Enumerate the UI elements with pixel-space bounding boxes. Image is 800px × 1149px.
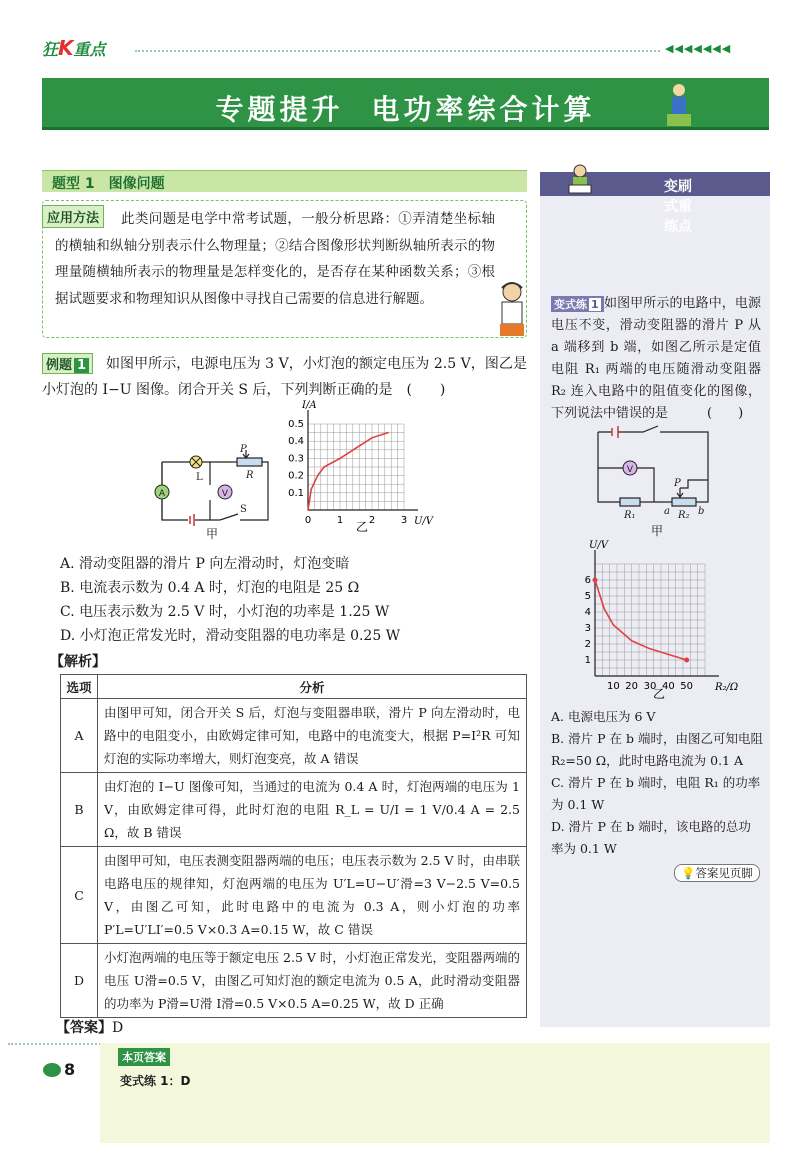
answer: 【答案】D	[56, 1020, 124, 1036]
y-tick-label: 0.1	[288, 487, 304, 499]
page-answers-title: 本页答案	[118, 1048, 170, 1066]
fig-jia-caption: 甲	[206, 527, 219, 541]
student-reading-icon	[565, 163, 595, 195]
lamp-label: L	[196, 472, 203, 483]
example-label: 例题 1	[42, 353, 93, 374]
y-axis-label: U/V	[589, 540, 609, 551]
table-row	[61, 699, 527, 773]
data-point	[387, 432, 389, 434]
iu-chart	[280, 396, 440, 536]
data-point	[668, 654, 670, 656]
page-answers-panel	[100, 1043, 770, 1143]
start-point	[593, 578, 598, 583]
data-point	[649, 648, 651, 650]
footer-divider	[8, 1043, 108, 1045]
data-point	[613, 624, 615, 626]
variant-label: 变式练 1	[551, 296, 604, 312]
header-arrows: ◀◀◀◀◀◀◀	[665, 42, 732, 55]
page-title: 专题提升 电功率综合计算	[215, 93, 596, 126]
y-tick-label: 3	[584, 623, 591, 634]
student-figure-icon	[659, 80, 699, 128]
x-tick-label: 30	[643, 681, 657, 692]
data-point	[371, 437, 373, 439]
switch-label: S	[240, 504, 247, 515]
slider-label: P	[240, 444, 247, 455]
option-a: A. 滑动变阻器的滑片 P 向左滑动时，灯泡变暗	[60, 556, 350, 572]
option-c: C. 电压表示数为 2.5 V 时，小灯泡的功率是 1.25 W	[60, 604, 390, 620]
lightbulb-icon: 💡	[681, 866, 696, 880]
data-point	[317, 475, 319, 477]
end-b-label: b	[698, 506, 705, 517]
side-fig-jia-caption: 甲	[651, 524, 664, 538]
variant-question: 如图甲所示的电路中，电源电压不变，滑动变阻器的滑片 P 从 a 端移到 b 端，如图乙所示是定值电阻 R₁ 两端的电压随滑动变阻器 R₂ 连入电路中的阻值变化的图像，下列说法中错误的是 ( )	[551, 296, 761, 421]
example-options	[60, 552, 530, 648]
data-point	[323, 466, 325, 468]
option-b: B. 电流表示数为 0.4 A 时，灯泡的电阻是 25 Ω	[60, 580, 360, 596]
y-tick-label: 4	[584, 607, 591, 618]
thinking-scientist-icon	[490, 278, 535, 338]
chart-caption: 乙	[652, 687, 666, 700]
header-divider	[135, 50, 660, 52]
variant-option-d: D. 滑片 P 在 b 端时，该电路的总功率为 0.1 W	[551, 819, 751, 856]
variant-panel-header: 变式练 刷重点	[540, 172, 770, 196]
rheostat-label: R	[246, 470, 254, 481]
circuit-diagram-jia	[150, 440, 275, 530]
variant-option-c: C. 滑片 P 在 b 端时，电阻 R₁ 的功率为 0.1 W	[551, 775, 761, 812]
voltmeter-label: V	[221, 489, 229, 499]
side-voltmeter-label: V	[626, 465, 634, 475]
method-text: 此类问题是电学中常考试题，一般分析思路：①弄清楚坐标轴的横轴和纵轴分别表示什么物理量；②结合图像形状判断纵轴所表示的物理量随横轴所表示的物理量是怎样变化的，是否存在某种函数关系；③根据试题要求和物理知识从图像中寻找自己需要的信息进行解题。	[55, 211, 495, 307]
title-banner	[42, 78, 769, 130]
x-tick-label: 0	[304, 515, 312, 526]
page-number: 8	[64, 1060, 76, 1079]
analysis-heading: 【解析】	[50, 654, 106, 670]
row-option: A	[61, 699, 98, 773]
chart-caption: 乙	[355, 520, 369, 534]
example-question: 如图甲所示，电源电压为 3 V，小灯泡的额定电压为 2.5 V，图乙是小灯泡的 I−U 图像。闭合开关 S 后，下列判断正确的是 ( )	[42, 356, 527, 398]
x-tick-label: 10	[606, 681, 620, 692]
col-option-header: 选项	[61, 675, 98, 699]
y-tick-label: 5	[584, 591, 591, 602]
x-axis-label: U/V	[414, 516, 434, 527]
y-tick-label: 0.4	[288, 436, 304, 448]
topic-bar: 题型 1 图像问题	[42, 170, 527, 192]
x-axis-label: R₂/Ω	[715, 682, 739, 693]
x-tick-label: 40	[661, 681, 675, 692]
answer-footnote-link[interactable]: 💡答案见页脚	[674, 864, 760, 882]
analysis-table	[60, 674, 527, 1018]
side-slider-label: P	[674, 478, 681, 489]
x-tick-label: 50	[680, 681, 694, 692]
chart-grid	[308, 424, 404, 510]
page-answers-text: 变式练 1：D	[120, 1074, 191, 1088]
table-row	[61, 773, 527, 847]
y-axis-label: I/A	[302, 400, 317, 411]
y-tick-label: 1	[584, 655, 591, 666]
end-a-label: a	[664, 506, 670, 517]
y-tick-label: 0.2	[288, 470, 304, 482]
data-point	[339, 458, 341, 460]
ur2-chart	[575, 540, 755, 700]
row-analysis: 由图甲可知，闭合开关 S 后，灯泡与变阻器串联，滑片 P 向左滑动时，电路中的电阻变小，由欧姆定律可知，电路中的电流变大，根据 P=I²R 可知灯泡的实际功率增大，则灯泡变亮，故 A 错误	[98, 699, 527, 773]
series-line	[308, 433, 388, 510]
row-option: D	[61, 944, 98, 1018]
row-analysis: 由图甲可知，电压表测变阻器两端的电压；电压表示数为 2.5 V 时，由串联电路电压的规律知，灯泡两端的电压为 U′L=U−U′滑=3 V−2.5 V=0.5 V，由图乙可知，此时电路中的电流为 0.3 A，则小灯泡的功率 P′L=U′LI′=0.5 V×0.3 A=0.15 W，故 C 错误	[98, 847, 527, 944]
method-label: 应用方法	[42, 205, 104, 228]
brand-logo: 狂K重点	[42, 36, 106, 60]
data-point	[310, 489, 312, 491]
table-row	[61, 944, 527, 1018]
data-point	[603, 608, 605, 610]
y-tick-label: 0.3	[288, 453, 304, 465]
data-point	[631, 640, 633, 642]
ammeter-label: A	[158, 489, 166, 499]
option-d: D. 小灯泡正常发光时，滑动变阻器的电功率是 0.25 W	[60, 628, 401, 644]
row-analysis: 由灯泡的 I−U 图像可知，当通过的电流为 0.4 A 时，灯泡两端的电压为 1 V，由欧姆定律可得，此时灯泡的电阻 R_L = U/I = 1 V/0.4 A = 2.5 Ω，故 B 错误	[98, 773, 527, 847]
variant-option-a: A. 电源电压为 6 V	[551, 709, 656, 724]
row-option: B	[61, 773, 98, 847]
row-analysis: 小灯泡两端的电压等于额定电压 2.5 V 时，小灯泡正常发光，变阻器两端的电压 U滑=0.5 V，由图乙可知灯泡的额定电流为 0.5 A，此时滑动变阻器的功率为 P滑=U滑 I滑=0.5 V×0.5 A=0.25 W，故 D 正确	[98, 944, 527, 1018]
data-point	[307, 509, 309, 511]
table-row	[61, 847, 527, 944]
data-point	[355, 447, 357, 449]
variant-option-b: B. 滑片 P 在 b 端时，由图乙可知电阻 R₂=50 Ω，此时电路电流为 0.1 A	[551, 731, 763, 768]
y-tick-label: 2	[584, 639, 591, 650]
circuit-diagram-side	[588, 422, 713, 522]
col-analysis-header: 分析	[98, 675, 527, 699]
x-tick-label: 3	[400, 515, 408, 526]
y-tick-label: 0.5	[288, 419, 304, 430]
r2-label: R₂	[678, 510, 690, 521]
variant-options	[551, 706, 763, 860]
x-tick-label: 20	[625, 681, 639, 692]
x-tick-label: 2	[368, 515, 376, 526]
x-tick-label: 1	[336, 515, 344, 526]
end-point	[684, 658, 689, 663]
row-option: C	[61, 847, 98, 944]
r1-label: R₁	[624, 510, 636, 521]
y-tick-label: 6	[584, 575, 591, 586]
